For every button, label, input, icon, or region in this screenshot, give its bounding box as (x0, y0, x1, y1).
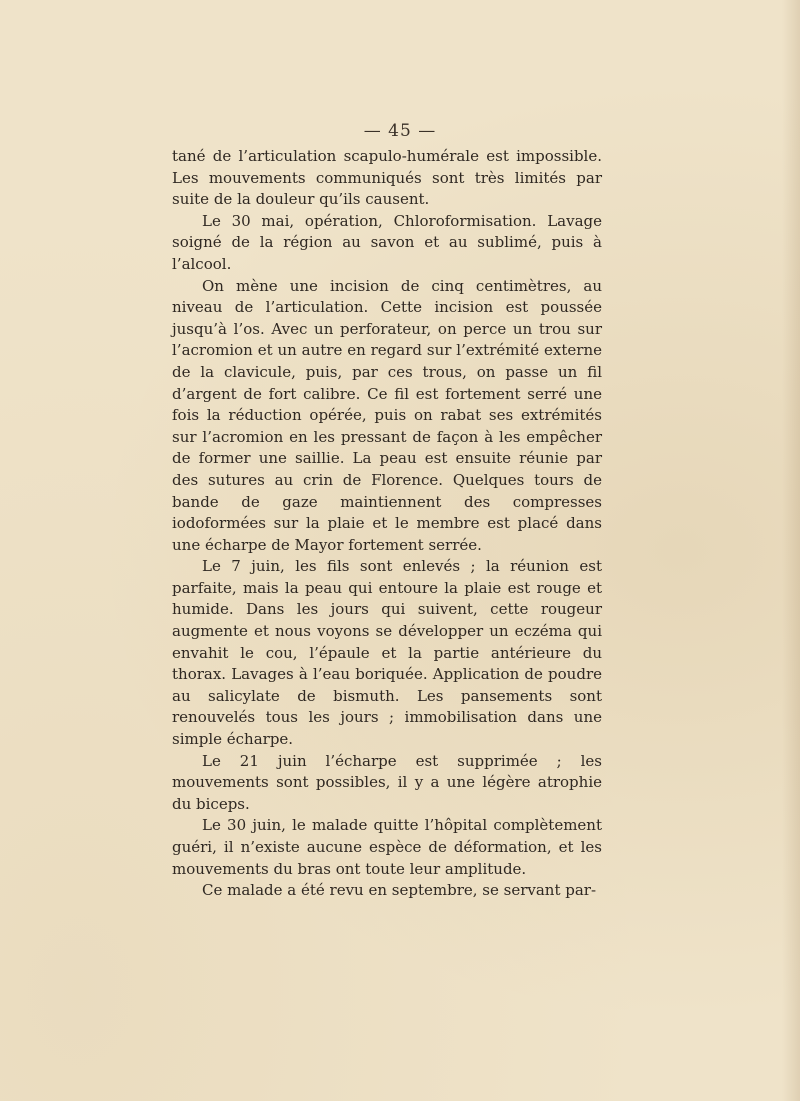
paragraph: Le 21 juin l’écharpe est supprimée ; les mouvements sont possibles, il y a une légère atrophie du biceps. (172, 751, 602, 813)
page-edge-shadow (782, 0, 800, 1101)
paragraph: Le 30 juin, le malade quitte l’hôpital complètement guéri, il n’existe aucune espèce de déformation, et les mouvements du bras ont toute leur amplitude. (172, 816, 602, 878)
paragraph: tané de l’articulation scapulo-humérale est impossible. Les mouvements communiqués sont très limités par suite de la douleur qu’ils causent. (172, 147, 602, 209)
paragraph: On mène une incision de cinq centimètres, au niveau de l’articulation. Cette incision est poussée jusqu’à l’os. Avec un perforateur, on perce un trou sur l’acromion et un autre en regard sur l’extrémité externe de la clavicule, puis, par ces trous, on passe un fil d’argent de fort calibre. Ce fil est fortement serré une fois la réduction opérée, puis on rabat ses extrémités sur l’acromion en les pressant de façon à les empêcher de former une saillie. La peau est ensuite réunie par des sutures au crin de Florence. Quelques tours de bande de gaze maintiennent des compresses iodoformées sur la plaie et le membre est placé dans une écharpe de Mayor fortement serrée. (172, 276, 602, 554)
paragraph: Le 7 juin, les fils sont enlevés ; la réunion est parfaite, mais la peau qui entoure la plaie est rouge et humide. Dans les jours qui suivent, cette rougeur augmente et nous voyons se développer un eczéma qui envahit le cou, l’épaule et la partie antérieure du thorax. Lavages à l’eau boriquée. Application de poudre au salicylate de bismuth. Les pansements sont renouvelés tous les jours ; immobilisation dans une simple écharpe. (172, 557, 602, 749)
paragraph: Ce malade a été revu en septembre, se servant par- (202, 881, 597, 900)
page-number: — 45 — (363, 121, 437, 141)
body-text (172, 146, 602, 902)
paragraph: Le 30 mai, opération, Chloroformisation. Lavage soigné de la région au savon et au sublimé, puis à l’alcool. (172, 211, 602, 273)
